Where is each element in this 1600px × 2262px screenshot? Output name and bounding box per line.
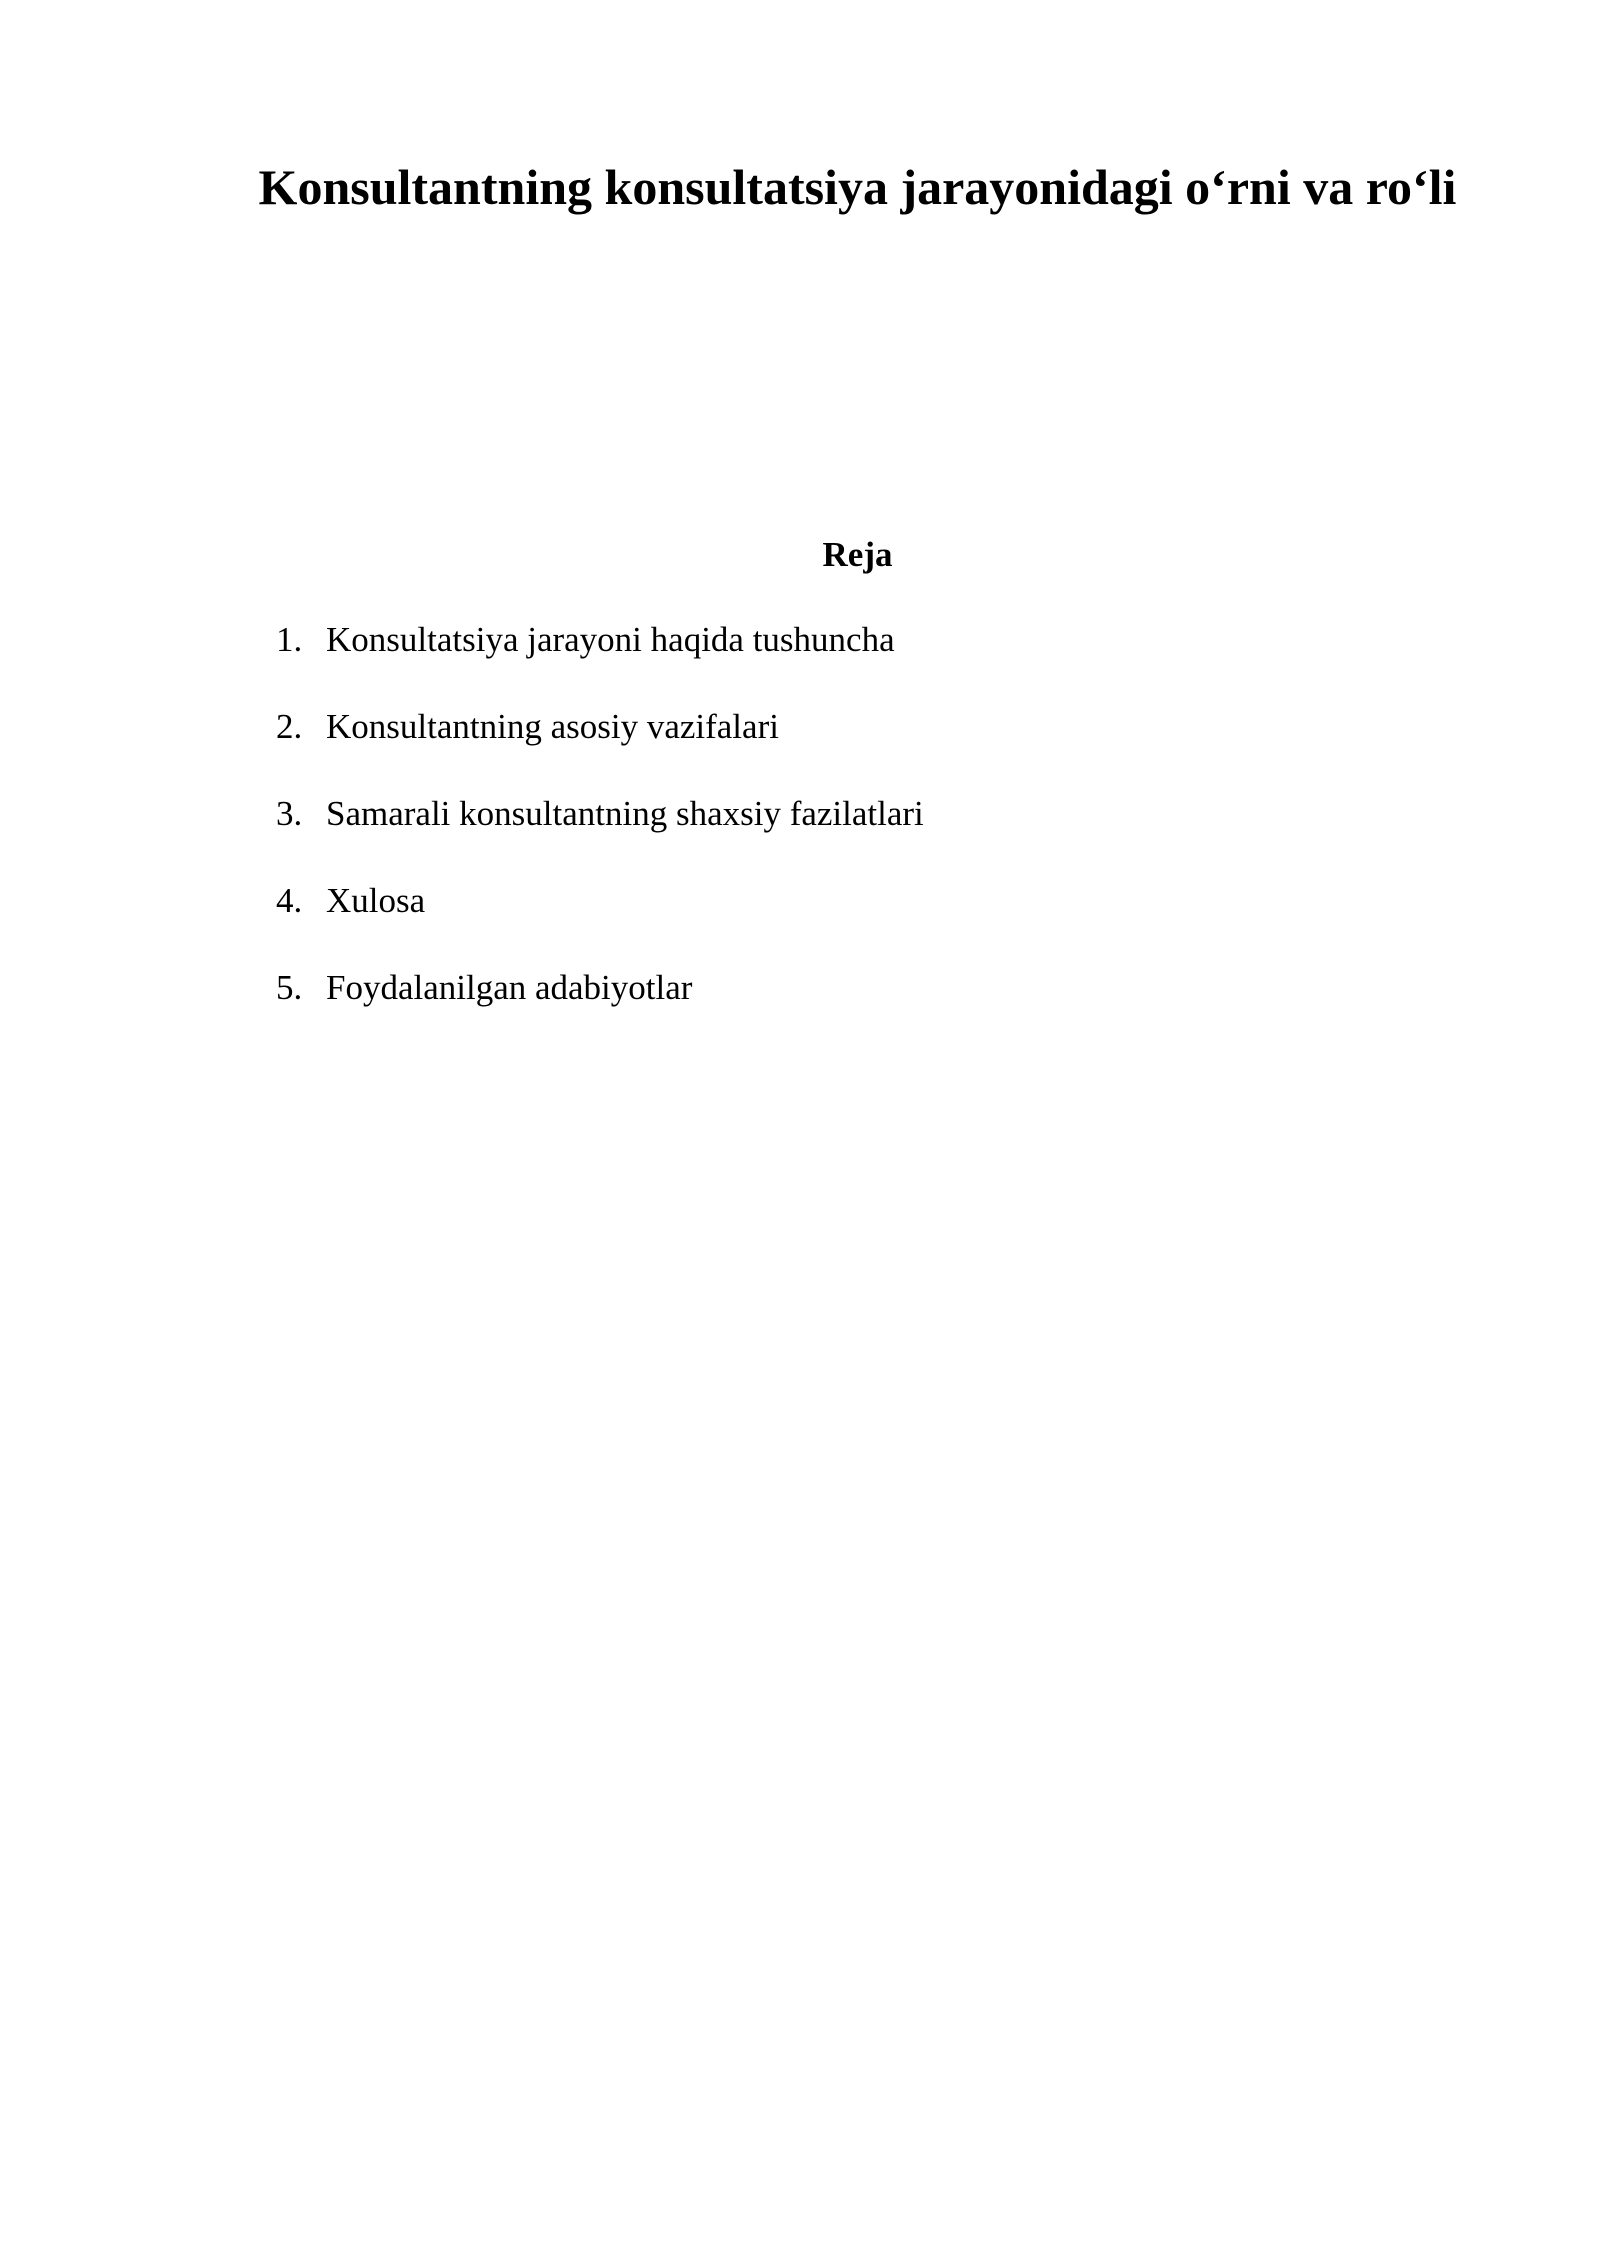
list-item-number: 1. xyxy=(276,620,303,659)
list-item xyxy=(276,789,924,876)
list-item-text: Foydalanilgan adabiyotlar xyxy=(326,968,693,1007)
list-item-text: Konsultatsiya jarayoni haqida tushuncha xyxy=(326,620,895,659)
list-item-number: 2. xyxy=(276,707,303,746)
document-title: Konsultantning konsultatsiya jarayonidagi o‘rni va ro‘li xyxy=(258,159,1457,215)
list-item-text: Samarali konsultantning shaxsiy fazilatlari xyxy=(326,794,924,833)
list-item xyxy=(276,702,924,789)
list-item xyxy=(276,963,924,1050)
list-item xyxy=(276,615,924,702)
list-item xyxy=(276,876,924,963)
list-item-text: Xulosa xyxy=(326,881,426,920)
list-item-number: 5. xyxy=(276,968,303,1007)
plan-list xyxy=(276,615,924,1050)
list-item-number: 4. xyxy=(276,881,303,920)
list-item-number: 3. xyxy=(276,794,303,833)
plan-heading: Reja xyxy=(822,535,893,574)
list-item-text: Konsultantning asosiy vazifalari xyxy=(326,707,779,746)
